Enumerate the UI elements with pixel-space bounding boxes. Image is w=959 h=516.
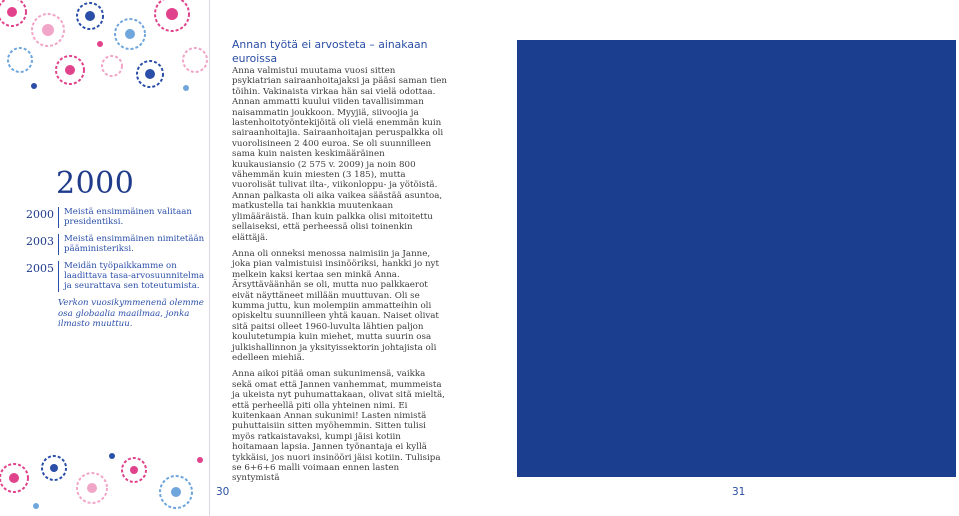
timeline-year: 2005 <box>26 261 54 275</box>
floral-decoration-top <box>0 0 210 100</box>
timeline-item <box>26 234 206 255</box>
timeline-text: Meistä ensimmäinen nimitetään pääministeriksi. <box>58 234 206 255</box>
column-divider <box>209 0 210 516</box>
timeline <box>26 207 206 298</box>
timeline-year: 2000 <box>26 208 54 221</box>
page-number-right: 31 <box>732 486 746 498</box>
article-body <box>232 66 447 490</box>
page-number-left: 30 <box>216 486 230 498</box>
article-paragraph: Anna valmistui muutama vuosi sitten psykiatrian sairaanhoitajaksi ja pääsi saman tien töihin. Vakinaista virkaa hän sai vielä odottaa. Annan ammatti kuului viiden tavallisimman naisammatin joukkoon. Myyjiä, siivoojia ja lastenhoitotyöntekijöitä oli vielä enemmän kuin sairaanhoitajia. Sairaanhoitajan peruspalkka oli vuorolisineen 2 400 euroa. Se oli suunnilleen sama kuin naisten keskimääräinen kuukausiansio (2 575 v. 2009) ja noin 800 vähemmän kuin miesten (3 185), mutta vuorolisät tulivat ilta-, viikonloppu- ja yötöistä. Annan palkasta oli aika vaikea säästää asuntoa, matkustella tai hankkia muutenkaan ylimääräistä. Ihan kuin palkka olisi mitoitettu sellaiseksi, että perheessä olisi toinenkin elättäjä. <box>232 66 448 243</box>
floral-decoration-bottom <box>0 448 210 516</box>
article-heading: Annan työtä ei arvosteta – ainakaan euroissa <box>232 38 428 65</box>
timeline-text: Meistä ensimmäinen valitaan presidentiksi. <box>58 207 206 228</box>
timeline-text: Meidän työpaikkamme on laadittava tasa-arvosuunnitelma ja seurattava sen toteutumista. <box>58 261 206 292</box>
timeline-item <box>26 207 206 228</box>
timeline-item <box>26 261 206 292</box>
timeline-year: 2003 <box>26 234 54 248</box>
year-title: 2000 <box>56 166 135 201</box>
left-column <box>0 0 210 516</box>
article-paragraph: Anna aikoi pitää oman sukunimensä, vaikka sekä omat että Jannen vanhemmat, mummeista ja ukeista nyt puhumattakaan, olivat sitä mieltä, että perheellä piti olla yhteinen nimi. Ei kuitenkaan Annan sukunimi! Lasten nimistä puhuttaisiin sitten myöhemmin. Sitten tulisi myös ratkaistavaksi, kumpi jäisi kotiin hoitamaan lapsia. Jannen työnantaja ei kyllä tykkäisi, jos nuori insinööri jäisi kotiin. Tulisipa se 6+6+6 malli voimaan ennen lasten syntymistä <box>232 369 445 484</box>
blue-image-panel <box>517 40 956 477</box>
decade-note: Verkon vuosikymmenenä olemme osa globaalia maailmaa, jonka ilmasto muuttuu. <box>58 298 204 330</box>
article-paragraph: Anna oli onneksi menossa naimisiin ja Janne, joka pian valmistuisi insinööriksi, hankki jo nyt melkein kaksi kertaa sen minkä Anna. Ärsyttäväänhän se oli, mutta nuo palkkaerot eivät näyttäneet millään muuttuvan. Oli se kumma juttu, kun molempiin ammatteihin oli opiskeltu suunnilleen yhtä kauan. Naiset olivat sitä paitsi olleet 1960-luvulta lähtien paljon koulutetumpia kuin miehet, mutta suurin osa julkishallinnon ja yksityissektorin johtajista oli edelleen miehiä. <box>232 248 439 363</box>
